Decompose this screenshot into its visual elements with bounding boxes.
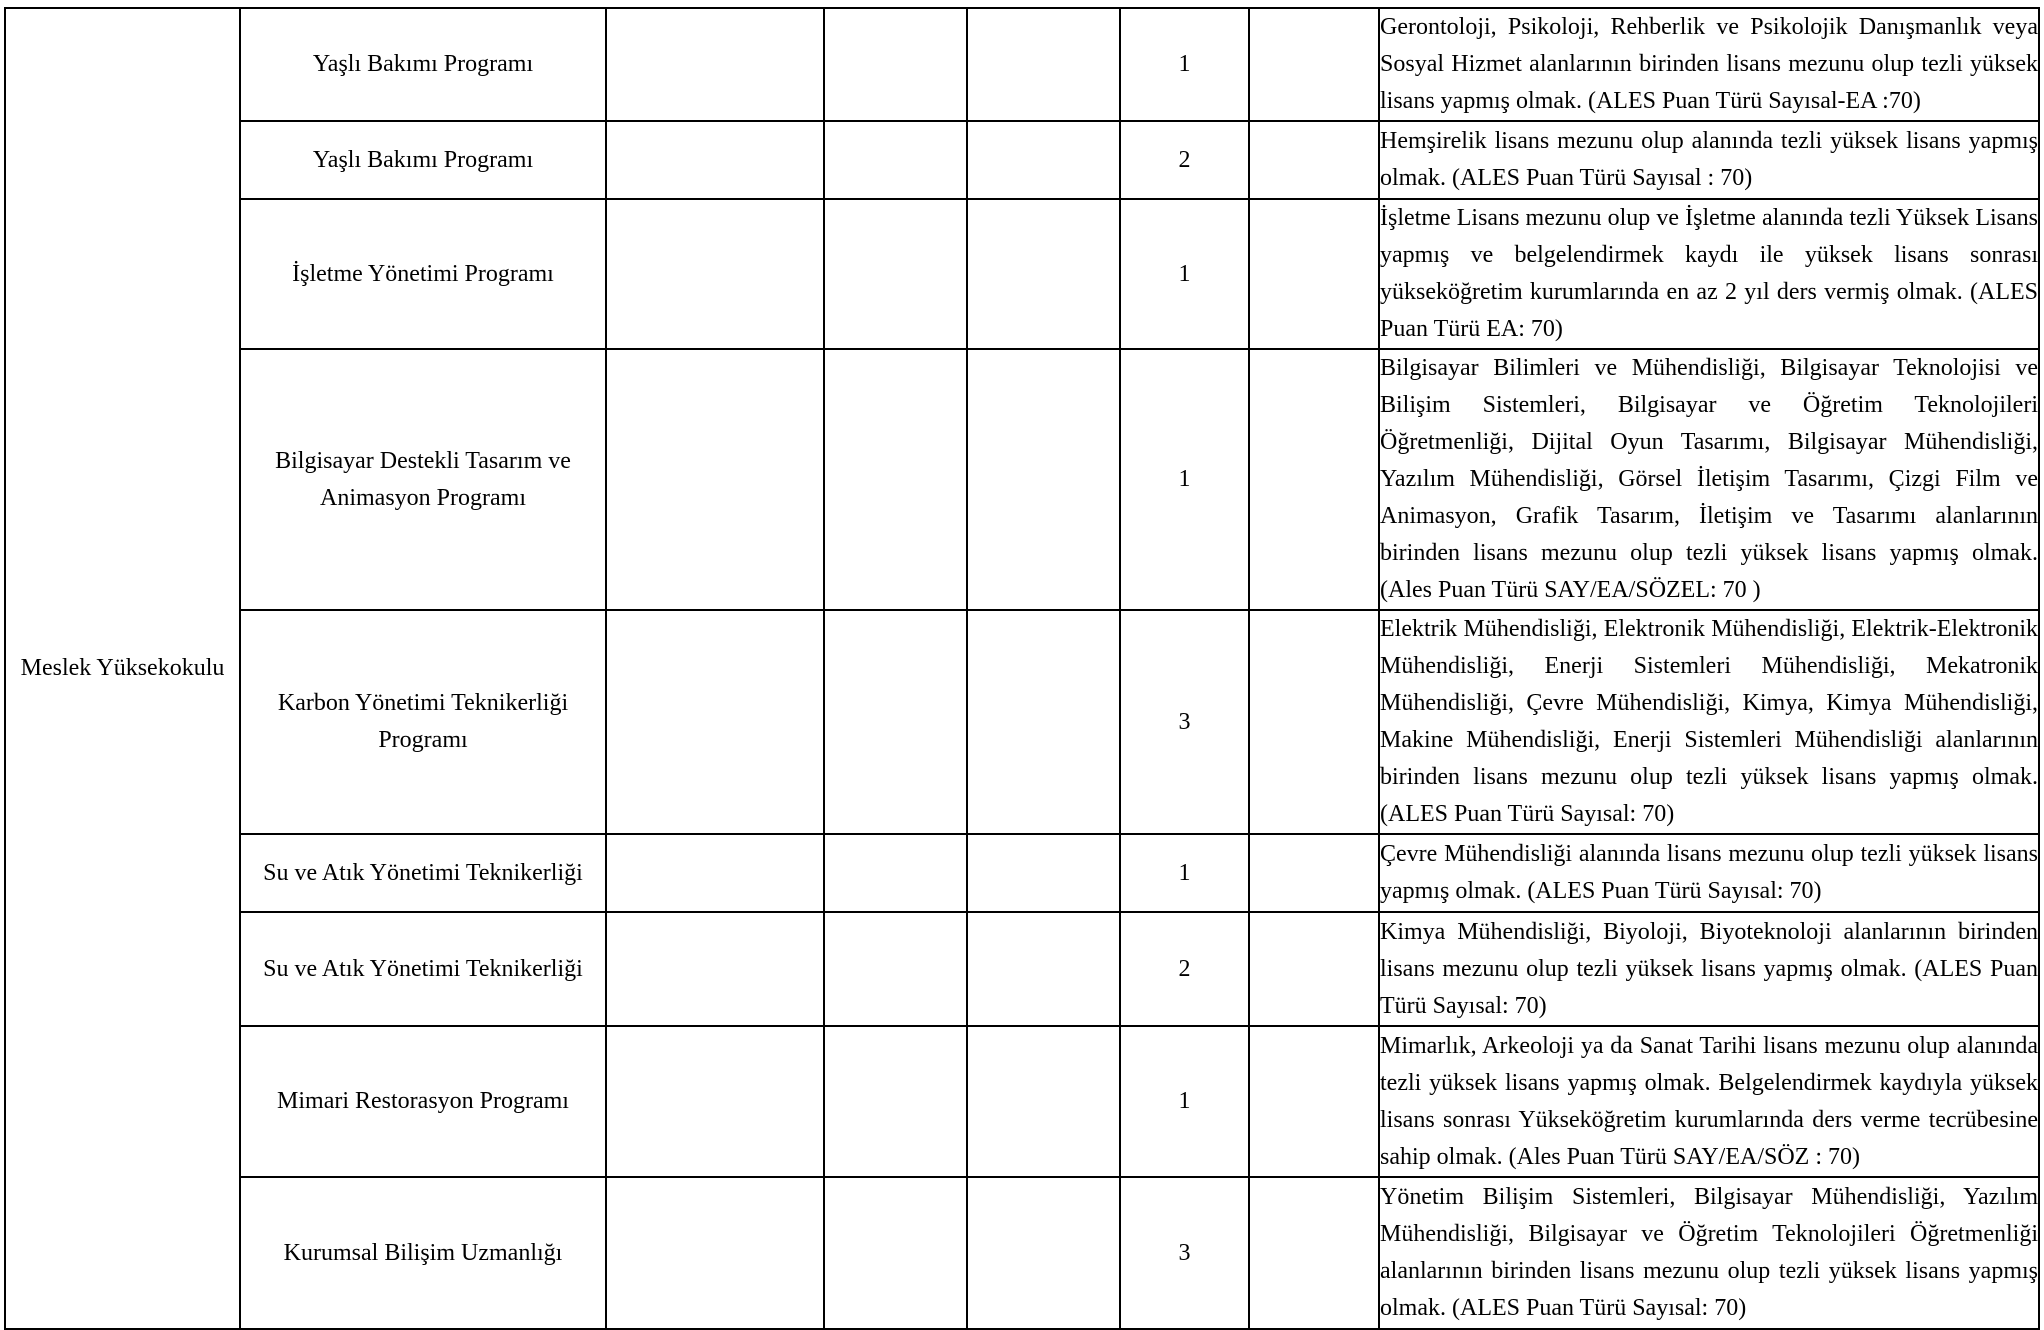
requirement-cell: Mimarlık, Arkeoloji ya da Sanat Tarihi lisans mezunu olup alanında tezli yüksek lisans yapmış olmak. Belgelendirmek kaydıyla yüksek lisans sonrası Yükseköğretim kurumlarında ders verme tecrübesine sahip olmak. (Ales Puan Türü SAY/EA/SÖZ : 70) (1379, 1026, 2039, 1177)
program-cell: Bilgisayar Destekli Tasarım ve Animasyon Programı (240, 349, 606, 610)
count-cell: 1 (1120, 199, 1249, 349)
requirement-cell: Kimya Mühendisliği, Biyoloji, Biyoteknoloji alanlarının birinden lisans mezunu olup tezli yüksek lisans yapmış olmak. (ALES Puan Türü Sayısal: 70) (1379, 912, 2039, 1026)
empty-cell (824, 1177, 967, 1329)
empty-cell (967, 834, 1120, 912)
empty-cell (606, 8, 824, 121)
requirement-cell: Çevre Mühendisliği alanında lisans mezunu olup tezli yüksek lisans yapmış olmak. (ALES Puan Türü Sayısal: 70) (1379, 834, 2039, 912)
empty-cell (824, 834, 967, 912)
count-cell: 1 (1120, 8, 1249, 121)
empty-cell (824, 1026, 967, 1177)
program-cell: İşletme Yönetimi Programı (240, 199, 606, 349)
empty-cell (606, 834, 824, 912)
empty-cell (967, 121, 1120, 199)
table-row (5, 1177, 2039, 1329)
table-row (5, 912, 2039, 1026)
requirement-cell: Bilgisayar Bilimleri ve Mühendisliği, Bilgisayar Teknolojisi ve Bilişim Sistemleri, Bilgisayar ve Öğretim Teknolojileri Öğretmenliği, Dijital Oyun Tasarımı, Bilgisayar Mühendisliği, Yazılım Mühendisliği, Görsel İletişim Tasarımı, Çizgi Film ve Animasyon, Grafik Tasarım, İletişim ve Tasarımı alanlarının birinden lisans mezunu olup tezli yüksek lisans yapmış olmak. (Ales Puan Türü SAY/EA/SÖZEL: 70 ) (1379, 349, 2039, 610)
empty-cell (606, 349, 824, 610)
count-cell: 2 (1120, 912, 1249, 1026)
empty-cell (606, 912, 824, 1026)
table-row (5, 610, 2039, 834)
requirement-cell: Gerontoloji, Psikoloji, Rehberlik ve Psikolojik Danışmanlık veya Sosyal Hizmet alanlarının birinden lisans mezunu olup tezli yüksek lisans yapmış olmak. (ALES Puan Türü Sayısal-EA :70) (1379, 8, 2039, 121)
empty-cell (967, 912, 1120, 1026)
empty-cell (824, 610, 967, 834)
empty-cell (606, 121, 824, 199)
empty-cell (824, 349, 967, 610)
requirement-cell: Yönetim Bilişim Sistemleri, Bilgisayar Mühendisliği, Yazılım Mühendisliği, Bilgisayar ve Öğretim Teknolojileri Öğretmenliği alanlarının birinden lisans mezunu olup tezli yüksek lisans yapmış olmak. (ALES Puan Türü Sayısal: 70) (1379, 1177, 2039, 1329)
program-cell: Yaşlı Bakımı Programı (240, 8, 606, 121)
program-cell: Mimari Restorasyon Programı (240, 1026, 606, 1177)
staff-requirements-table (4, 7, 2040, 1330)
count-cell: 2 (1120, 121, 1249, 199)
empty-cell (1249, 1026, 1379, 1177)
empty-cell (967, 1177, 1120, 1329)
empty-cell (824, 912, 967, 1026)
count-cell: 3 (1120, 1177, 1249, 1329)
table-row (5, 121, 2039, 199)
requirement-cell: Hemşirelik lisans mezunu olup alanında tezli yüksek lisans yapmış olmak. (ALES Puan Türü Sayısal : 70) (1379, 121, 2039, 199)
empty-cell (1249, 912, 1379, 1026)
count-cell: 1 (1120, 1026, 1249, 1177)
empty-cell (824, 199, 967, 349)
empty-cell (967, 199, 1120, 349)
empty-cell (1249, 610, 1379, 834)
program-cell: Yaşlı Bakımı Programı (240, 121, 606, 199)
program-cell: Su ve Atık Yönetimi Teknikerliği (240, 912, 606, 1026)
table-row (5, 199, 2039, 349)
empty-cell (1249, 199, 1379, 349)
empty-cell (1249, 349, 1379, 610)
empty-cell (606, 610, 824, 834)
empty-cell (1249, 121, 1379, 199)
empty-cell (824, 8, 967, 121)
program-cell: Kurumsal Bilişim Uzmanlığı (240, 1177, 606, 1329)
empty-cell (824, 121, 967, 199)
empty-cell (1249, 1177, 1379, 1329)
requirement-cell: Elektrik Mühendisliği, Elektronik Mühendisliği, Elektrik-Elektronik Mühendisliği, Enerji Sistemleri Mühendisliği, Mekatronik Mühendisliği, Çevre Mühendisliği, Kimya, Kimya Mühendisliği, Makine Mühendisliği, Enerji Sistemleri Mühendisliği alanlarının birinden lisans mezunu olup tezli yüksek lisans yapmış olmak. (ALES Puan Türü Sayısal: 70) (1379, 610, 2039, 834)
empty-cell (606, 1177, 824, 1329)
table-row (5, 8, 2039, 121)
count-cell: 1 (1120, 349, 1249, 610)
unit-cell: Meslek Yüksekokulu (5, 8, 240, 1329)
empty-cell (606, 199, 824, 349)
table-row (5, 1026, 2039, 1177)
empty-cell (967, 349, 1120, 610)
empty-cell (606, 1026, 824, 1177)
empty-cell (967, 610, 1120, 834)
count-cell: 3 (1120, 610, 1249, 834)
table-row (5, 834, 2039, 912)
empty-cell (967, 8, 1120, 121)
count-cell: 1 (1120, 834, 1249, 912)
program-cell: Karbon Yönetimi Teknikerliği Programı (240, 610, 606, 834)
program-cell: Su ve Atık Yönetimi Teknikerliği (240, 834, 606, 912)
empty-cell (1249, 834, 1379, 912)
empty-cell (967, 1026, 1120, 1177)
requirement-cell: İşletme Lisans mezunu olup ve İşletme alanında tezli Yüksek Lisans yapmış ve belgelendirmek kaydı ile yüksek lisans sonrası yükseköğretim kurumlarında en az 2 yıl ders vermiş olmak. (ALES Puan Türü EA: 70) (1379, 199, 2039, 349)
table-row (5, 349, 2039, 610)
empty-cell (1249, 8, 1379, 121)
